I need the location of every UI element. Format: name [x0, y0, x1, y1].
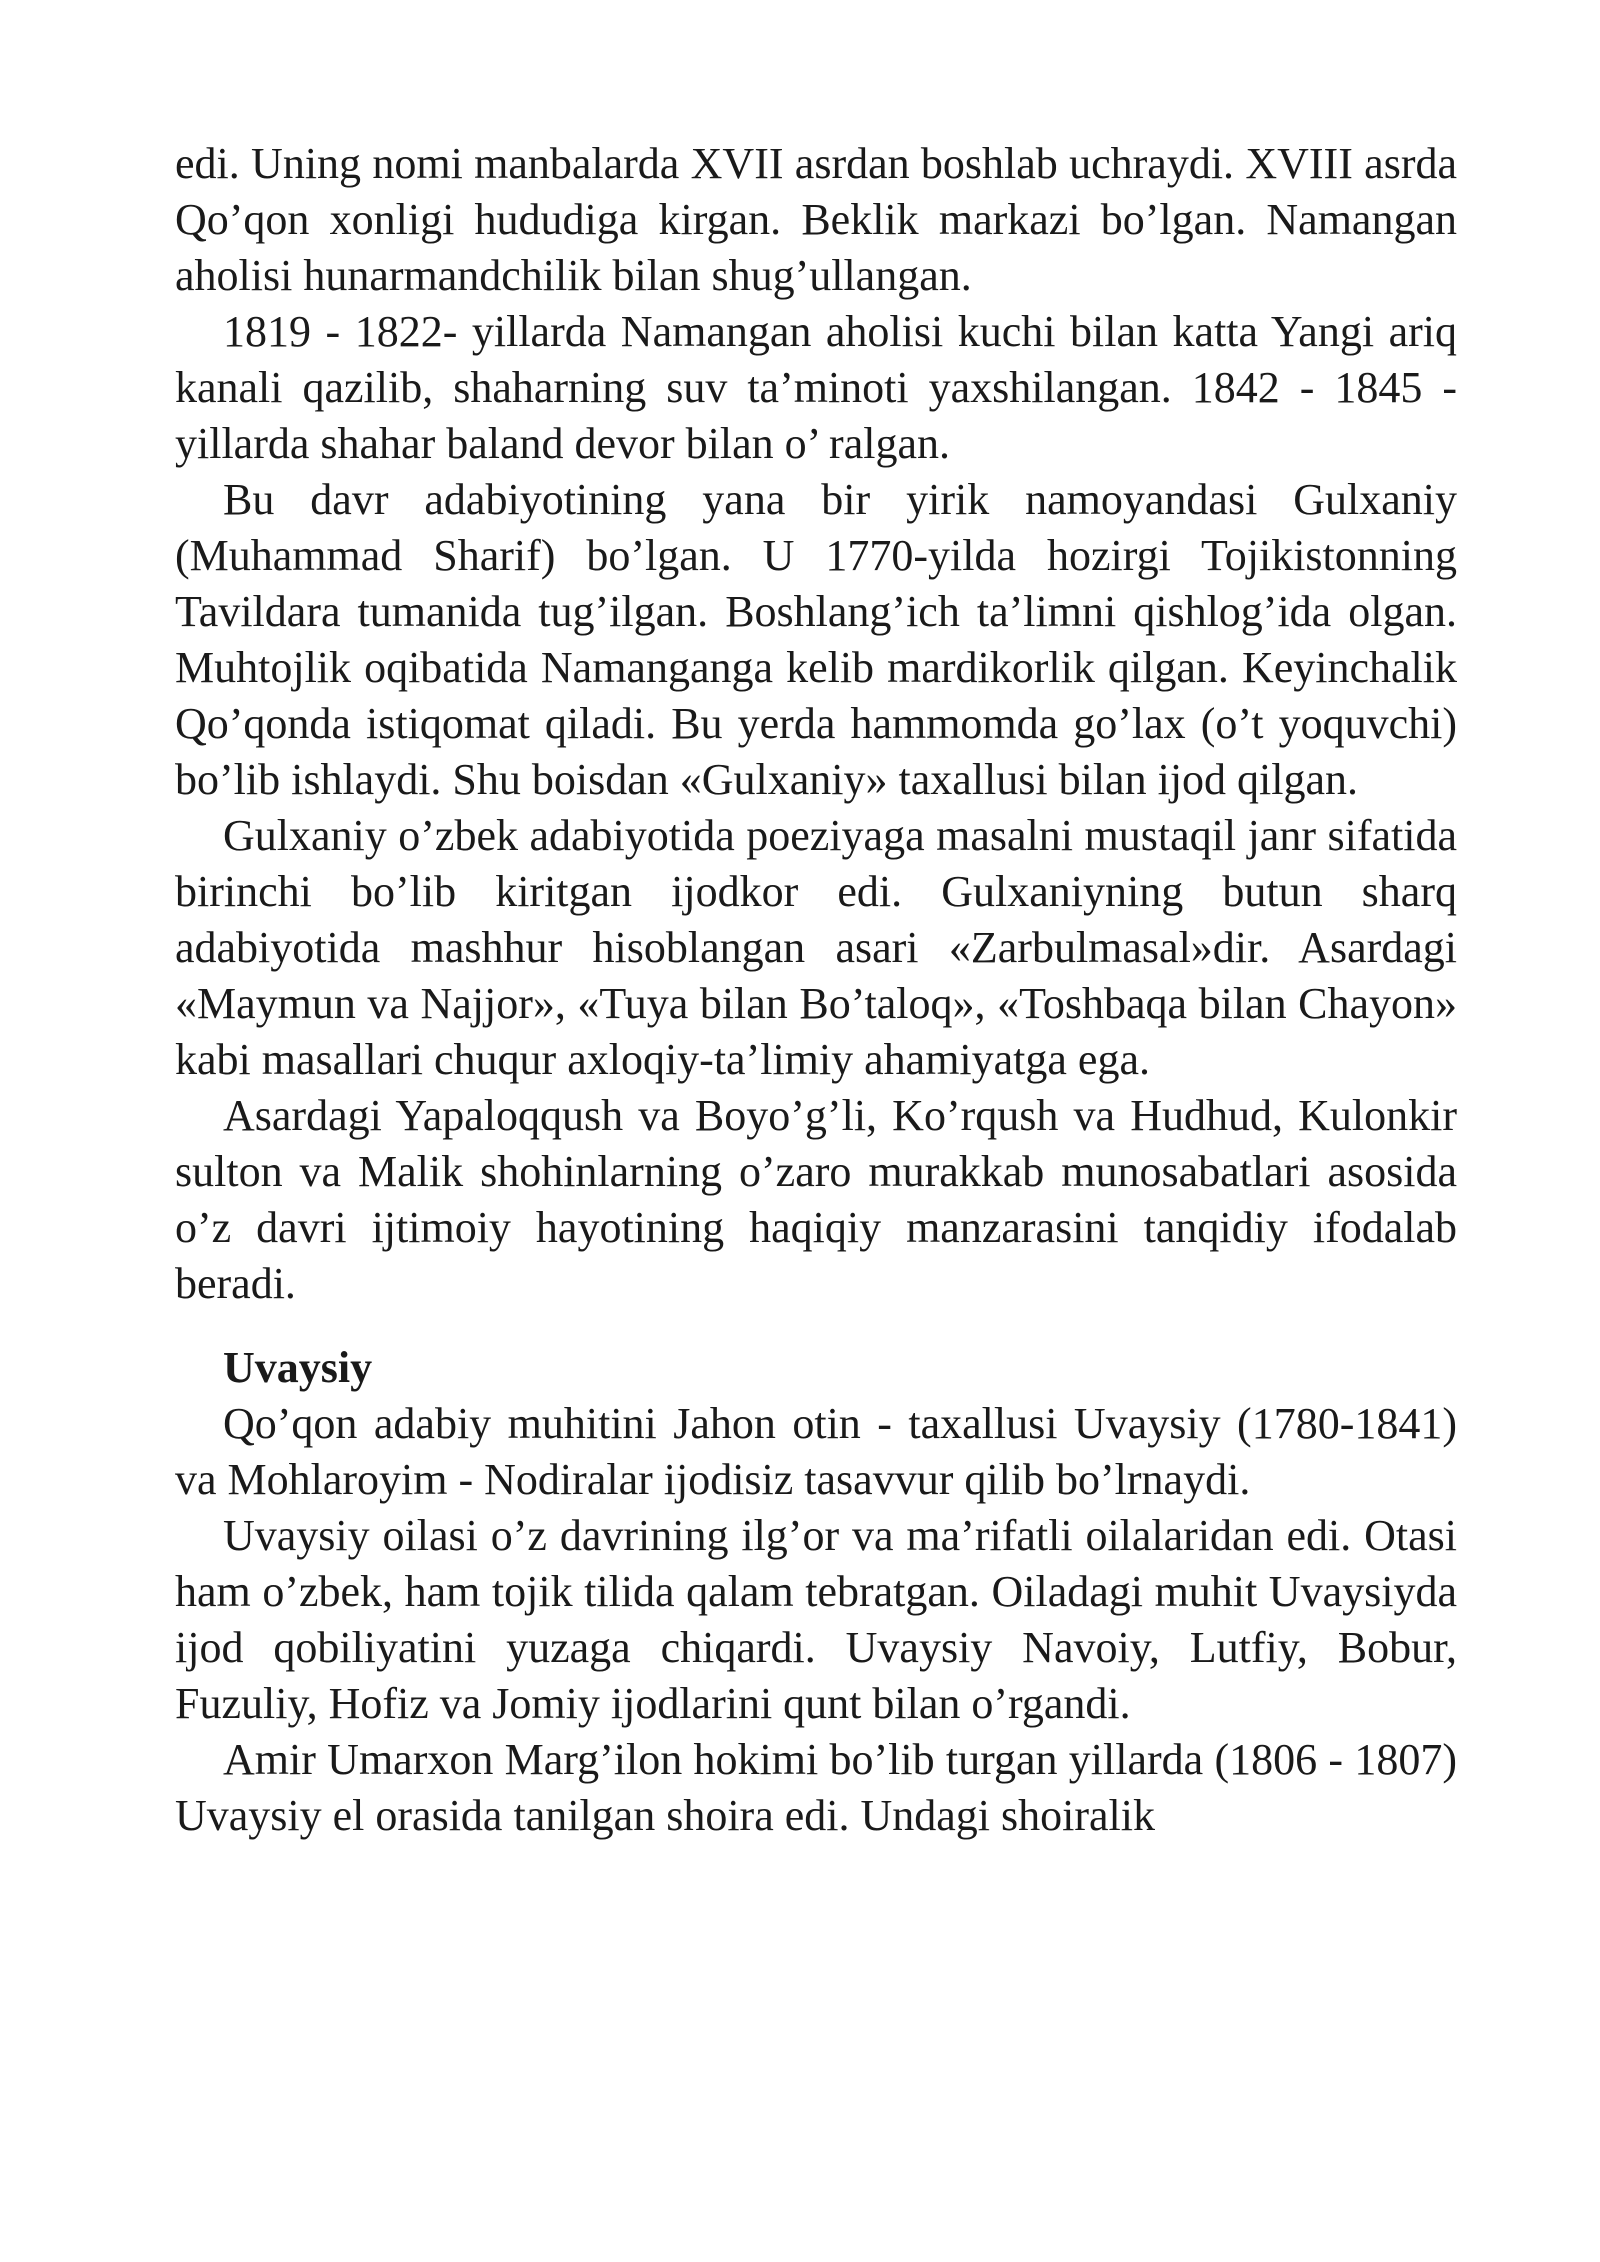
body-text-after: [175, 1396, 1457, 1844]
paragraph-4: Gulxaniy o’zbek adabiyotida poeziyaga masalni mustaqil janr sifatida birinchi bo’lib kiritgan ijodkor edi. Gulxaniyning butun sharq adabiyotida mashhur hisoblangan asari «Zarbulmasal»dir. Asardagi «Maymun va Najjor», «Tuya bilan Bo’taloq», «Toshbaqa bilan Chayon» kabi masallari chuqur axloqiy-ta’limiy ahamiyatga ega.: [175, 811, 1457, 1084]
section-heading: Uvaysiy: [223, 1343, 373, 1392]
paragraph-1: edi. Uning nomi manbalarda XVII asrdan boshlab uchraydi. XVIII asrda Qo’qon xonligi hududiga kirgan. Beklik markazi bo’lgan. Namangan aholisi hunarmandchilik bilan shug’ullangan.: [175, 139, 1457, 300]
paragraph-2: 1819 - 1822- yillarda Namangan aholisi kuchi bilan katta Yangi ariq kanali qazilib, shaharning suv ta’minoti yaxshilangan. 1842 - 1845 - yillarda shahar baland devor bilan o’ ralgan.: [175, 307, 1457, 468]
paragraph-8: Amir Umarxon Marg’ilon hokimi bo’lib turgan yillarda (1806 - 1807) Uvaysiy el orasida tanilgan shoira edi. Undagi shoiralik: [175, 1735, 1457, 1840]
paragraph-3: Bu davr adabiyotining yana bir yirik namoyandasi Gulxaniy (Muhammad Sharif) bo’lgan. U 1770-yilda hozirgi Tojikistonning Tavildara tumanida tug’ilgan. Boshlang’ich ta’limni qishlog’ida olgan. Muhtojlik oqibatida Namanganga kelib mardikorlik qilgan. Keyinchalik Qo’qonda istiqomat qiladi. Bu yerda hammomda go’lax (o’t yoquvchi) bo’lib ishlaydi. Shu boisdan «Gulxaniy» taxallusi bilan ijod qilgan.: [175, 475, 1457, 804]
paragraph-7: Uvaysiy oilasi o’z davrining ilg’or va ma’rifatli oilalaridan edi. Otasi ham o’zbek, ham tojik tilida qalam tebratgan. Oiladagi muhit Uvaysiyda ijod qobiliyatini yuzaga chiqardi. Uvaysiy Navoiy, Lutfiy, Bobur, Fuzuliy, Hofiz va Jomiy ijodlarini qunt bilan o’rgandi.: [175, 1511, 1457, 1728]
body-text-before: [175, 136, 1457, 1312]
document-page: [175, 136, 1457, 1844]
paragraph-5: Asardagi Yapaloqqush va Boyo’g’li, Ko’rqush va Hudhud, Kulonkir sulton va Malik shohinlarning o’zaro murakkab munosabatlari asosida o’z davri ijtimoiy hayotining haqiqiy manzarasini tanqidiy ifodalab beradi.: [175, 1091, 1457, 1308]
paragraph-6: Qo’qon adabiy muhitini Jahon otin - taxallusi Uvaysiy (1780-1841) va Mohlaroyim - Nodiralar ijodisiz tasavvur qilib bo’lrnaydi.: [175, 1399, 1457, 1504]
